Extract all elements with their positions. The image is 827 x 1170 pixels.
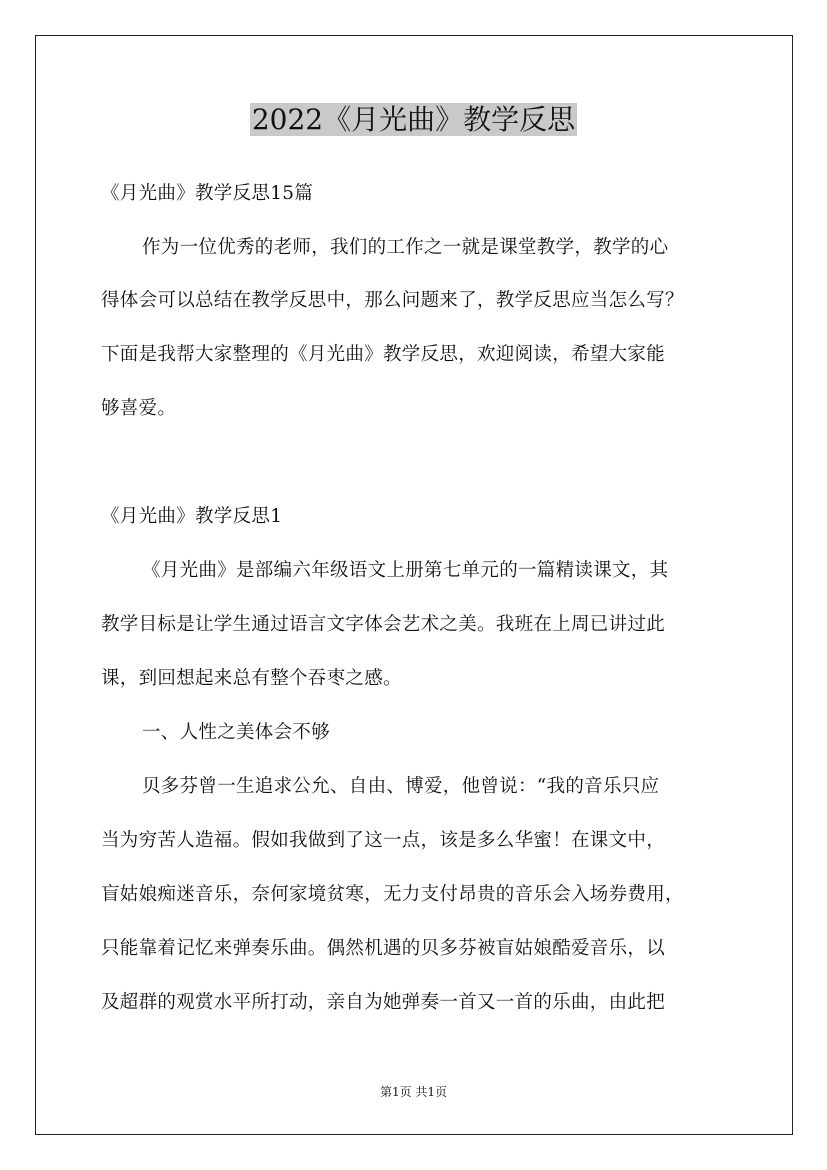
section-line: 教学目标是让学生通过语言文字体会艺术之美。我班在上周已讲过此	[101, 614, 666, 635]
point-line: 盲姑娘痴迷音乐，奈何家境贫寒，无力支付昂贵的音乐会入场券费用，	[101, 884, 684, 905]
intro-line: 下面是我帮大家整理的《月光曲》教学反思，欢迎阅读，希望大家能	[101, 344, 666, 365]
document-title-text: 2022《月光曲》教学反思	[251, 103, 576, 136]
page-footer: 第1页 共1页	[379, 1085, 448, 1099]
section-line: 课，到回想起来总有整个吞枣之感。	[101, 668, 402, 689]
point-line: 及超群的观赏水平所打动，亲自为她弹奏一首又一首的乐曲，由此把	[101, 992, 666, 1013]
intro-line: 得体会可以总结在教学反思中，那么问题来了，教学反思应当怎么写？	[101, 290, 684, 311]
intro-line: 作为一位优秀的老师，我们的工作之一就是课堂教学，教学的心	[142, 237, 669, 258]
document-subtitle: 《月光曲》教学反思15篇	[101, 183, 314, 204]
section-heading: 《月光曲》教学反思1	[101, 506, 283, 527]
point-line: 当为穷苦人造福。假如我做到了这一点，该是多么华蜜！在课文中，	[101, 830, 666, 851]
point-heading: 一、人性之美体会不够	[142, 722, 331, 743]
section-line: 《月光曲》是部编六年级语文上册第七单元的一篇精读课文，其	[142, 560, 669, 581]
intro-line: 够喜爱。	[101, 398, 177, 419]
point-line: 贝多芬曾一生追求公允、自由、博爱，他曾说：“我的音乐只应	[142, 776, 660, 797]
document-title	[0, 100, 827, 140]
point-line: 只能靠着记忆来弹奏乐曲。偶然机遇的贝多芬被盲姑娘酷爱音乐，以	[101, 938, 666, 959]
